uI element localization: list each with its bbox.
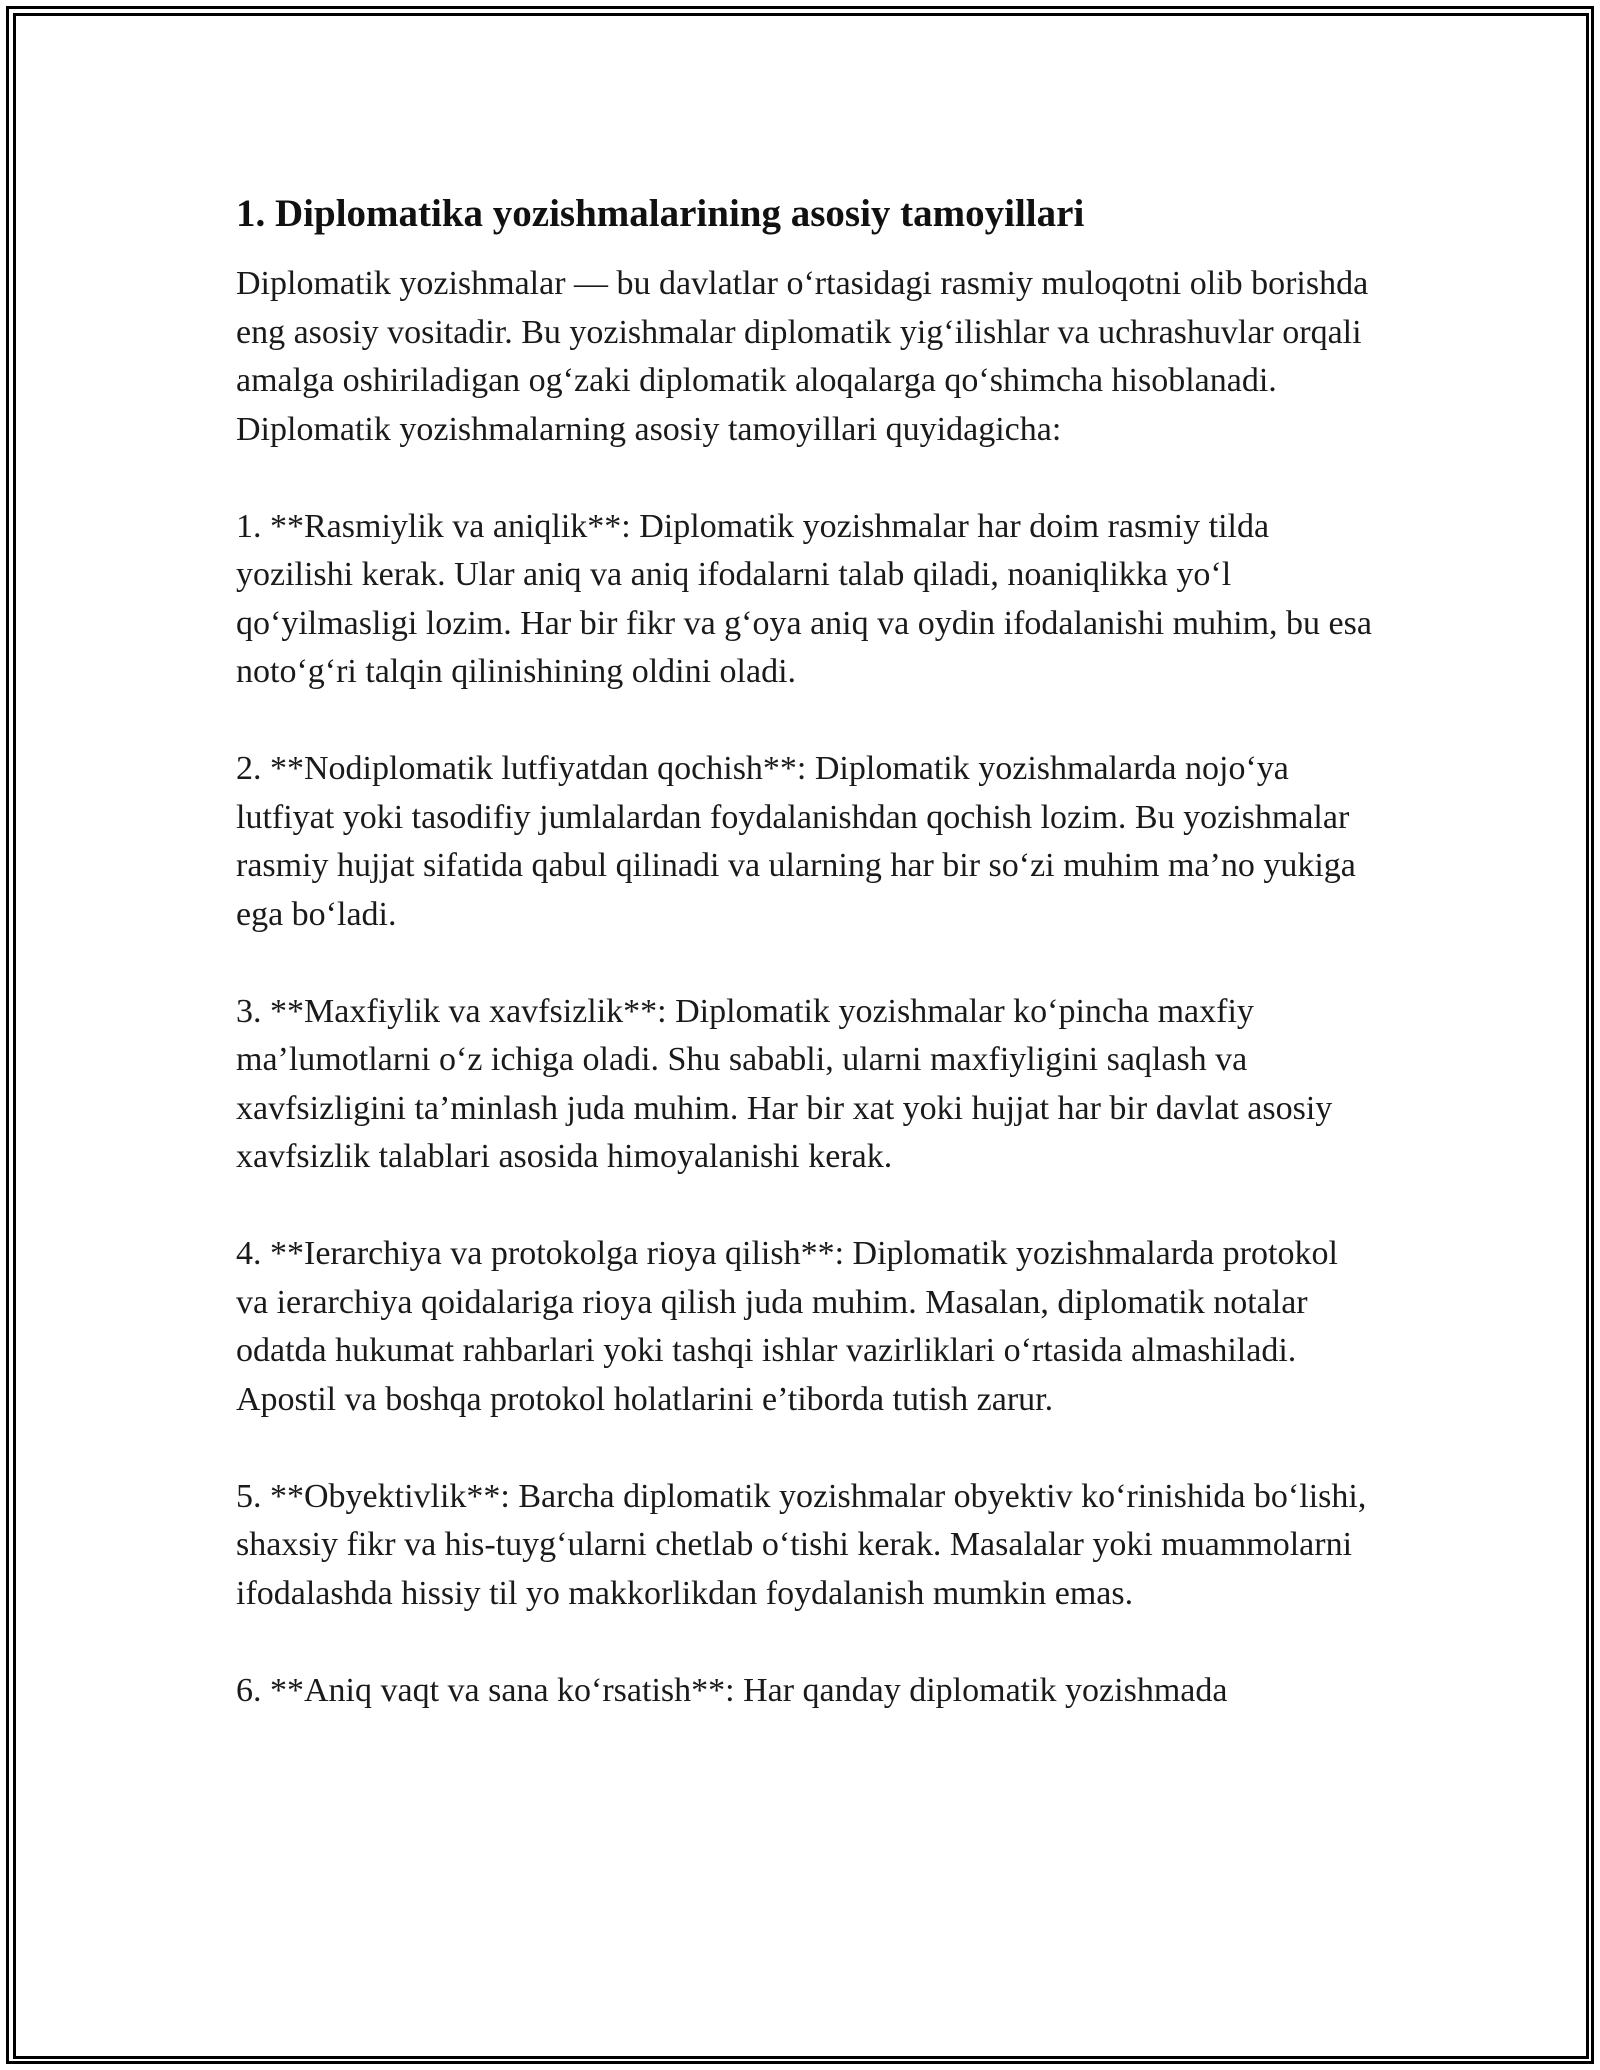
document-body [236,188,1376,1764]
section-heading: 1. Diplomatika yozishmalarining asosiy tamoyillari [236,192,1085,235]
principle-5-paragraph: 5. **Obyektivlik**: Barcha diplomatik yozishmalar obyektiv ko‘rinishida bo‘lishi, shaxsiy fikr va his-tuyg‘ularni chetlab o‘tishi kerak. Masalalar yoki muammolarni ifodalashda hissiy til yo makkorlikdan foydalanish mumkin emas. [236,1477,1367,1612]
principle-3-paragraph: 3. **Maxfiylik va xavfsizlik**: Diplomatik yozishmalar ko‘pincha maxfiy ma’lumotlarni o‘z ichiga oladi. Shu sababli, ularni maxfiyligini saqlash va xavfsizligini ta’minlash juda muhim. Har bir xat yoki hujjat har bir davlat asosiy xavfsizlik talablari asosida himoyalanishi kerak. [236,992,1333,1175]
principle-1-paragraph: 1. **Rasmiylik va aniqlik**: Diplomatik yozishmalar har doim rasmiy tilda yozilishi kerak. Ular aniq va aniq ifodalarni talab qiladi, noaniqlikka yo‘l qo‘yilmasligi lozim. Har bir fikr va g‘oya aniq va oydin ifodalanishi muhim, bu esa noto‘g‘ri talqin qilinishining oldini oladi. [236,507,1372,690]
principle-6-paragraph: 6. **Aniq vaqt va sana ko‘rsatish**: Har qanday diplomatik yozishmada [236,1671,1228,1709]
principle-2-paragraph: 2. **Nodiplomatik lutfiyatdan qochish**: Diplomatik yozishmalarda nojo‘ya lutfiyat yoki tasodifiy jumlalardan foydalanishdan qochish lozim. Bu yozishmalar rasmiy hujjat sifatida qabul qilinadi va ularning har bir so‘zi muhim ma’no yukiga ega bo‘ladi. [236,750,1356,933]
principle-4-paragraph: 4. **Ierarchiya va protokolga rioya qilish**: Diplomatik yozishmalarda protokol va ierarchiya qoidalariga rioya qilish juda muhim. Masalan, diplomatik notalar odatda hukumat rahbarlari yoki tashqi ishlar vazirliklari o‘rtasida almashiladi. Apostil va boshqa protokol holatlarini e’tiborda tutish zarur. [236,1235,1338,1418]
intro-paragraph: Diplomatik yozishmalar — bu davlatlar o‘rtasidagi rasmiy muloqotni olib borishda eng asosiy vositadir. Bu yozishmalar diplomatik yig‘ilishlar va uchrashuvlar orqali amalga oshiriladigan og‘zaki diplomatik aloqalarga qo‘shimcha hisoblanadi. Diplomatik yozishmalarning asosiy tamoyillari quyidagicha: [236,265,1369,448]
